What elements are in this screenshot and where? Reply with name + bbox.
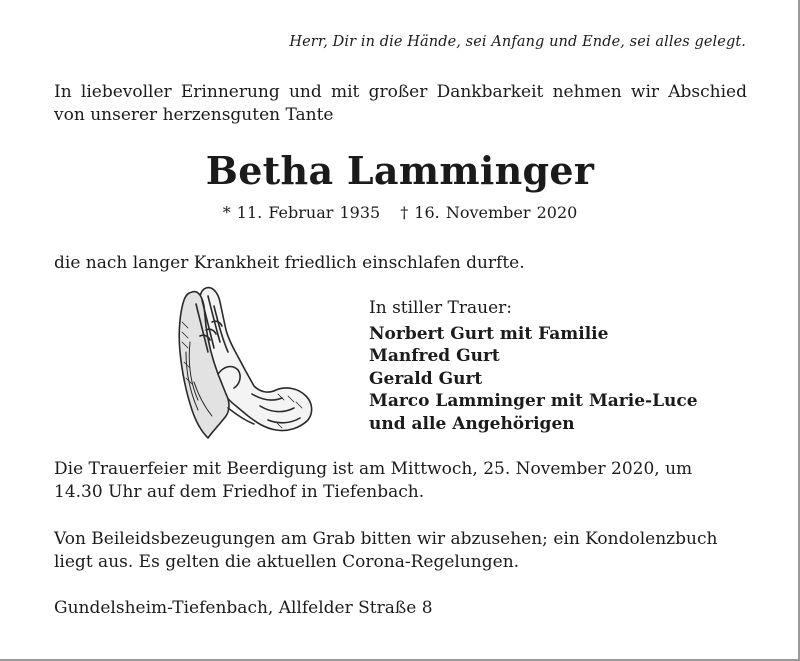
passing-text: die nach langer Krankheit friedlich einschlafen durfte.	[54, 253, 525, 273]
deceased-name: Betha Lamminger	[205, 148, 595, 193]
condolence-info	[54, 528, 717, 574]
mourner-name: Gerald Gurt	[369, 368, 483, 389]
motto-quote: Herr, Dir in die Hände, sei Anfang und Ende, sei alles gelegt.	[289, 34, 746, 50]
mourner-name: Norbert Gurt mit Familie	[369, 323, 609, 344]
mourners-heading: In stiller Trauer:	[369, 298, 512, 318]
birth-date: * 11. Februar 1935	[222, 203, 381, 222]
mourner-name: und alle Angehörigen	[369, 413, 575, 434]
intro-line-1: In liebevoller Erinnerung und mit großer Dankbarkeit nehmen wir Abschied	[54, 82, 747, 102]
condolence-line-2: liegt aus. Es gelten die aktuellen Corona-Regelungen.	[54, 552, 520, 572]
life-dates	[0, 203, 800, 222]
condolence-line-1: Von Beileidsbezeugungen am Grab bitten wir abzusehen; ein Kondolenzbuch	[54, 529, 718, 549]
praying-hands-icon	[168, 282, 318, 442]
funeral-line-2: 14.30 Uhr auf dem Friedhof in Tiefenbach.	[54, 482, 425, 502]
intro-line-2: von unserer herzensguten Tante	[54, 105, 334, 125]
intro-text	[54, 81, 747, 127]
mourner-name: Manfred Gurt	[369, 346, 500, 366]
funeral-info	[54, 458, 692, 504]
address: Gundelsheim-Tiefenbach, Allfelder Straße 8	[54, 598, 433, 618]
funeral-line-1: Die Trauerfeier mit Beerdigung ist am Mittwoch, 25. November 2020, um	[54, 459, 693, 479]
mourners-block	[369, 297, 698, 435]
death-date: † 16. November 2020	[400, 203, 578, 222]
mourner-name: Marco Lamminger mit Marie-Luce	[369, 391, 698, 411]
